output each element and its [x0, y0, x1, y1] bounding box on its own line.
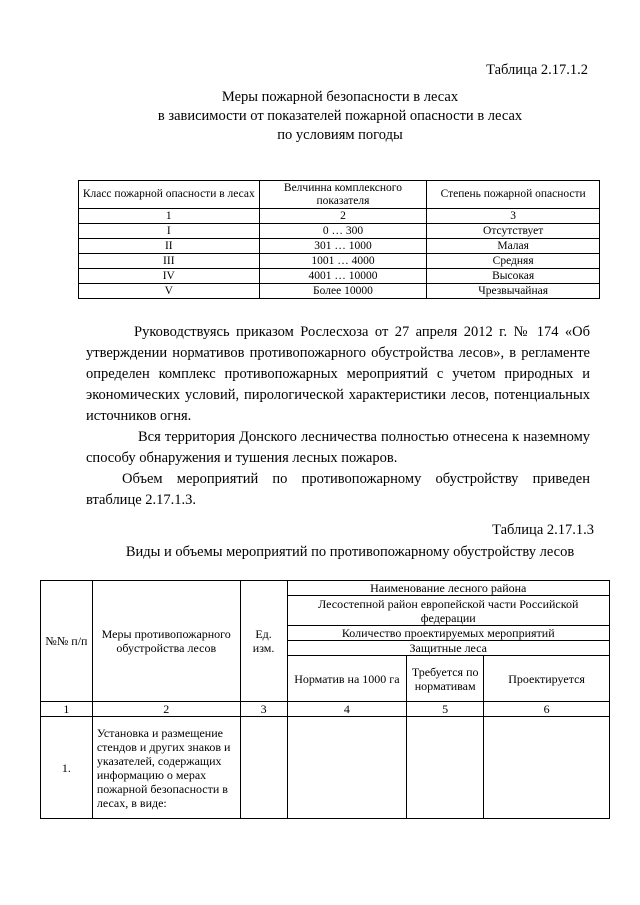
- header-cell: Велчинна комплексного показателя: [259, 181, 427, 209]
- row-cell: [287, 717, 407, 819]
- value-cell: 301 … 1000: [259, 239, 427, 254]
- table1-title-line: Меры пожарной безопасности в лесах: [221, 89, 459, 105]
- row-cell: [484, 717, 610, 819]
- table-row: [41, 717, 610, 819]
- paragraph: Объем мероприятий по противопожарному обустройству приведен втаблице 2.17.1.3.: [86, 471, 590, 508]
- region-name: Лесостепной район европейской части Российской федерации: [287, 596, 609, 626]
- forest-type: Защитные леса: [287, 641, 609, 656]
- value-cell: 1001 … 4000: [259, 254, 427, 269]
- paragraph: Вся территория Донского лесничества полностью отнесена к наземному способу обнаружения и тушения лесных пожаров.: [86, 429, 590, 466]
- class-cell: II: [79, 239, 260, 254]
- header-cell: Степень пожарной опасности: [427, 181, 600, 209]
- table-row: [79, 269, 600, 284]
- table1-title-line: в зависимости от показателей пожарной опасности в лесах: [157, 108, 523, 124]
- sub-required-header: Требуется по нормативам: [407, 656, 484, 702]
- row-number: 1.: [41, 717, 93, 819]
- number-cell: 6: [484, 702, 610, 717]
- number-cell: 3: [240, 702, 287, 717]
- value-cell: 0 … 300: [259, 224, 427, 239]
- table2-title: Виды и объемы мероприятий по противопожарному обустройству лесов: [125, 544, 575, 560]
- class-cell: I: [79, 224, 260, 239]
- col-measures-header: Меры противопожарного обустройства лесов: [92, 581, 240, 702]
- class-cell: III: [79, 254, 260, 269]
- table1-caption: Таблица 2.17.1.2: [486, 62, 588, 78]
- number-cell: 5: [407, 702, 484, 717]
- fire-measures-table: [40, 580, 610, 819]
- degree-cell: Чрезвычайная: [427, 284, 600, 299]
- body-text: [86, 322, 590, 511]
- col-num-header: №№ п/п: [41, 581, 93, 702]
- value-cell: 4001 … 10000: [259, 269, 427, 284]
- degree-cell: Средняя: [427, 254, 600, 269]
- row-cell: [407, 717, 484, 819]
- region-header: Наименование лесного района: [287, 581, 609, 596]
- degree-cell: Малая: [427, 239, 600, 254]
- table-row: [79, 284, 600, 299]
- row-cell: [240, 717, 287, 819]
- number-cell: 1: [41, 702, 93, 717]
- number-cell: 2: [259, 209, 427, 224]
- class-cell: V: [79, 284, 260, 299]
- number-cell: 1: [79, 209, 260, 224]
- table-row: [79, 224, 600, 239]
- table2-caption: Таблица 2.17.1.3: [492, 522, 594, 538]
- table1-title-line: по условиям погоды: [277, 127, 403, 143]
- number-cell: 2: [92, 702, 240, 717]
- table-row: [79, 254, 600, 269]
- count-header: Количество проектируемых мероприятий: [287, 626, 609, 641]
- value-cell: Более 10000: [259, 284, 427, 299]
- col-unit-header: Ед. изм.: [240, 581, 287, 702]
- row-measure-text: Установка и размещение стендов и других знаков и указателей, содержащих информацию о мерах пожарной безопасности в лесах, в виде:: [92, 717, 240, 819]
- fire-danger-table: [78, 180, 600, 299]
- sub-planned-header: Проектируется: [484, 656, 610, 702]
- class-cell: IV: [79, 269, 260, 284]
- degree-cell: Высокая: [427, 269, 600, 284]
- number-cell: 4: [287, 702, 407, 717]
- table1-title: [60, 88, 620, 145]
- degree-cell: Отсутствует: [427, 224, 600, 239]
- sub-norm-header: Норматив на 1000 га: [287, 656, 407, 702]
- header-cell: Класс пожарной опасности в лесах: [79, 181, 260, 209]
- number-cell: 3: [427, 209, 600, 224]
- paragraph: Руководствуясь приказом Рослесхоза от 27 апреля 2012 г. № 174 «Об утверждении нормативов противопожарного обустройства лесов», в регламенте определен комплекс противопожарных мероприятий с учетом природных и экономических условий, пирологической характеристики лесов, потенциальных источников огня.: [86, 324, 590, 424]
- table-row: [79, 239, 600, 254]
